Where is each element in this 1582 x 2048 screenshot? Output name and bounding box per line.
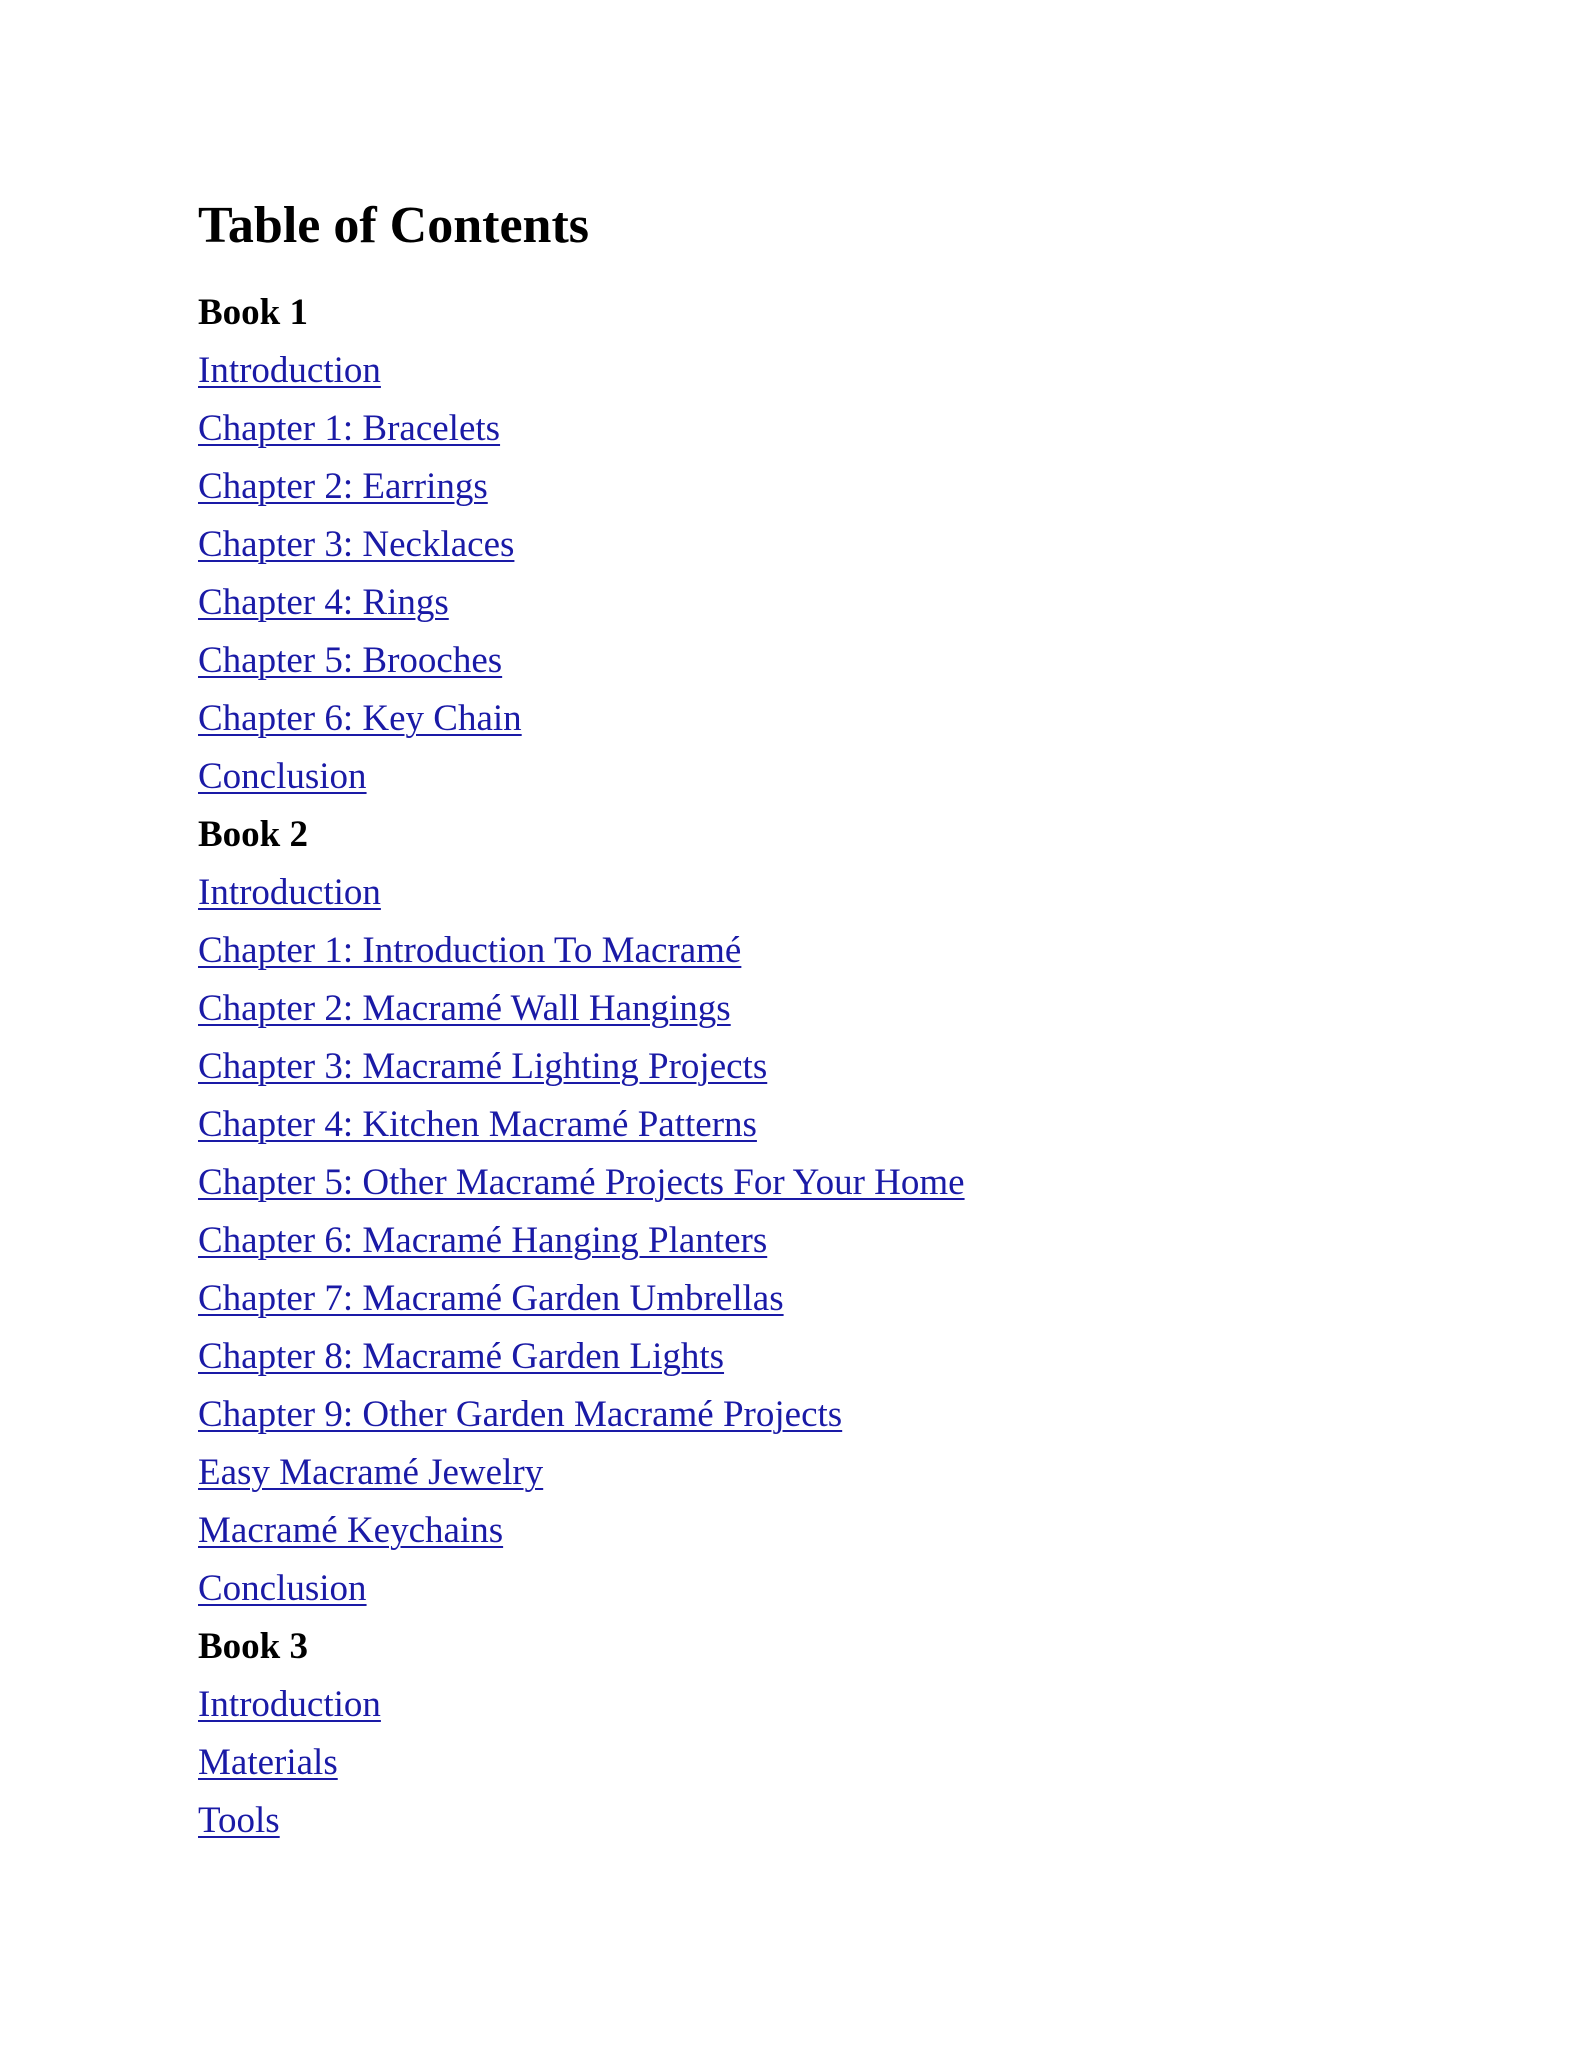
toc-entry [198,980,1398,1038]
toc-entry [198,1792,1398,1850]
toc-entry [198,922,1398,980]
document-page [198,197,1398,1850]
toc-entry [198,342,1398,400]
toc-entry [198,632,1398,690]
toc-entry [198,690,1398,748]
book-heading: Book 3 [198,1626,309,1667]
toc-entry [198,1096,1398,1154]
toc-entry [198,1270,1398,1328]
toc-book-heading-row [198,284,1398,342]
toc-entry [198,748,1398,806]
toc-entry [198,1560,1398,1618]
toc-link[interactable]: Chapter 4: Kitchen Macramé Patterns [198,1104,757,1145]
toc-list [198,284,1398,1850]
toc-book-heading-row [198,806,1398,864]
page-title: Table of Contents [198,197,590,254]
book-heading: Book 2 [198,814,309,855]
toc-link[interactable]: Chapter 5: Brooches [198,640,503,681]
toc-entry [198,516,1398,574]
toc-link[interactable]: Chapter 9: Other Garden Macramé Projects [198,1394,843,1435]
toc-link[interactable]: Chapter 1: Introduction To Macramé [198,930,742,971]
toc-link[interactable]: Introduction [198,872,381,913]
toc-link[interactable]: Chapter 5: Other Macramé Projects For Your Home [198,1162,965,1203]
toc-entry [198,1154,1398,1212]
toc-entry [198,1328,1398,1386]
toc-link[interactable]: Tools [198,1800,280,1841]
toc-link[interactable]: Conclusion [198,756,367,797]
toc-entry [198,864,1398,922]
toc-link[interactable]: Macramé Keychains [198,1510,504,1551]
toc-entry [198,458,1398,516]
toc-link[interactable]: Chapter 6: Macramé Hanging Planters [198,1220,768,1261]
toc-entry [198,1676,1398,1734]
toc-entry [198,400,1398,458]
toc-book-heading-row [198,1618,1398,1676]
toc-entry [198,1212,1398,1270]
toc-link[interactable]: Easy Macramé Jewelry [198,1452,544,1493]
toc-link[interactable]: Chapter 7: Macramé Garden Umbrellas [198,1278,784,1319]
book-heading: Book 1 [198,292,309,333]
toc-link[interactable]: Chapter 4: Rings [198,582,449,623]
toc-entry [198,1038,1398,1096]
toc-link[interactable]: Chapter 3: Necklaces [198,524,515,565]
toc-entry [198,574,1398,632]
toc-link[interactable]: Chapter 8: Macramé Garden Lights [198,1336,725,1377]
toc-entry [198,1444,1398,1502]
toc-link[interactable]: Chapter 3: Macramé Lighting Projects [198,1046,768,1087]
toc-link[interactable]: Chapter 2: Earrings [198,466,488,507]
toc-entry [198,1386,1398,1444]
toc-link[interactable]: Chapter 2: Macramé Wall Hangings [198,988,731,1029]
toc-entry [198,1734,1398,1792]
toc-link[interactable]: Introduction [198,350,381,391]
toc-link[interactable]: Chapter 1: Bracelets [198,408,501,449]
toc-link[interactable]: Materials [198,1742,338,1783]
toc-link[interactable]: Introduction [198,1684,381,1725]
toc-link[interactable]: Chapter 6: Key Chain [198,698,522,739]
toc-link[interactable]: Conclusion [198,1568,367,1609]
toc-entry [198,1502,1398,1560]
